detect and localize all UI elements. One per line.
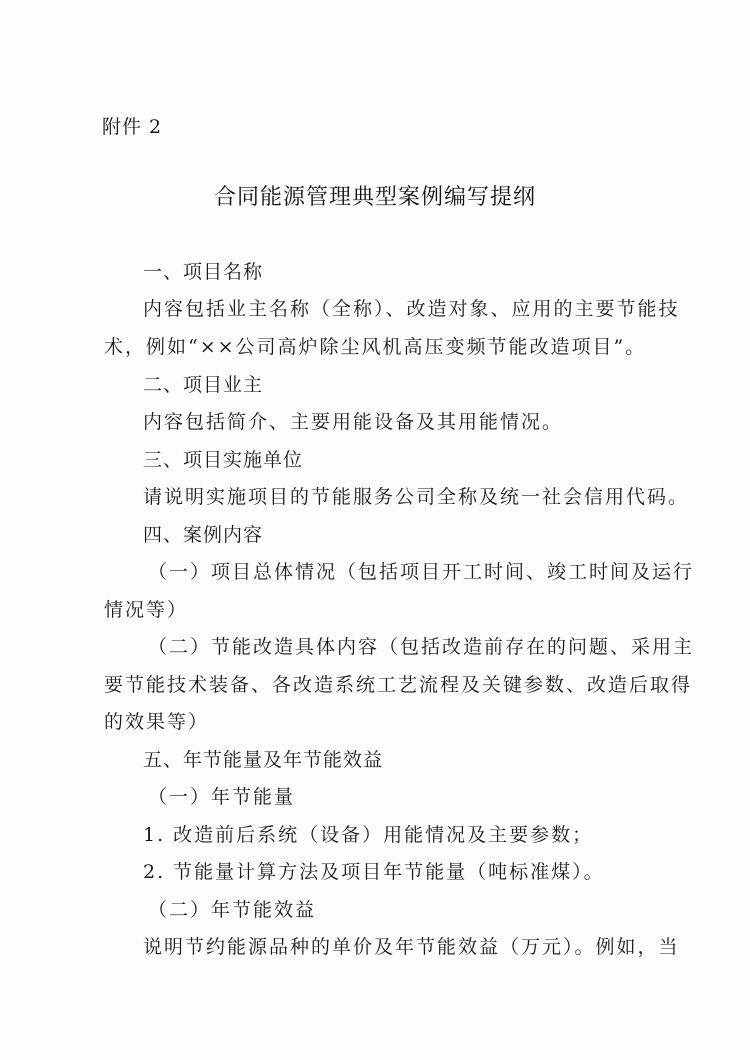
section-4-sub-2-line-1: （二）节能改造具体内容（包括改造前存在的问题、采用主 — [148, 636, 695, 658]
section-5-sub-2-heading: （二）年节能效益 — [148, 899, 317, 921]
section-2-paragraph: 内容包括简介、主要用能设备及其用能情况。 — [143, 411, 564, 433]
section-5-item-2: 2. 节能量计算方法及项目年节能量（吨标准煤）。 — [143, 861, 605, 883]
section-3-paragraph: 请说明实施项目的节能服务公司全称及统一社会信用代码。 — [143, 486, 690, 508]
document-title: 合同能源管理典型案例编写提纲 — [213, 185, 536, 210]
section-4-sub-2-line-2: 要节能技术装备、各改造系统工艺流程及关键参数、改造后取得 — [104, 674, 693, 696]
section-5-heading: 五、年节能量及年节能效益 — [143, 749, 384, 771]
section-4-sub-2-line-3: 的效果等） — [104, 711, 210, 733]
section-3-heading: 三、项目实施单位 — [143, 449, 304, 471]
section-4-sub-1-line-2: 情况等） — [104, 599, 189, 621]
section-4-sub-1-line-1: （一）项目总体情况（包括项目开工时间、竣工时间及运行 — [148, 561, 695, 583]
attachment-label: 附件 2 — [102, 116, 163, 138]
section-1-paragraph-line-1: 内容包括业主名称（全称）、改造对象、应用的主要节能技 — [143, 298, 680, 320]
section-1-paragraph-line-2: 术，例如“××公司高炉除尘风机高压变频节能改造项目”。 — [104, 336, 647, 358]
section-5-paragraph-last: 说明节约能源品种的单价及年节能效益（万元）。例如，当 — [143, 936, 680, 958]
section-2-heading: 二、项目业主 — [143, 374, 264, 396]
section-5-item-1: 1. 改造前后系统（设备）用能情况及主要参数； — [143, 824, 594, 846]
section-4-heading: 四、案例内容 — [143, 524, 264, 546]
section-5-sub-1-heading: （一）年节能量 — [148, 786, 296, 808]
section-1-heading: 一、项目名称 — [143, 261, 264, 283]
